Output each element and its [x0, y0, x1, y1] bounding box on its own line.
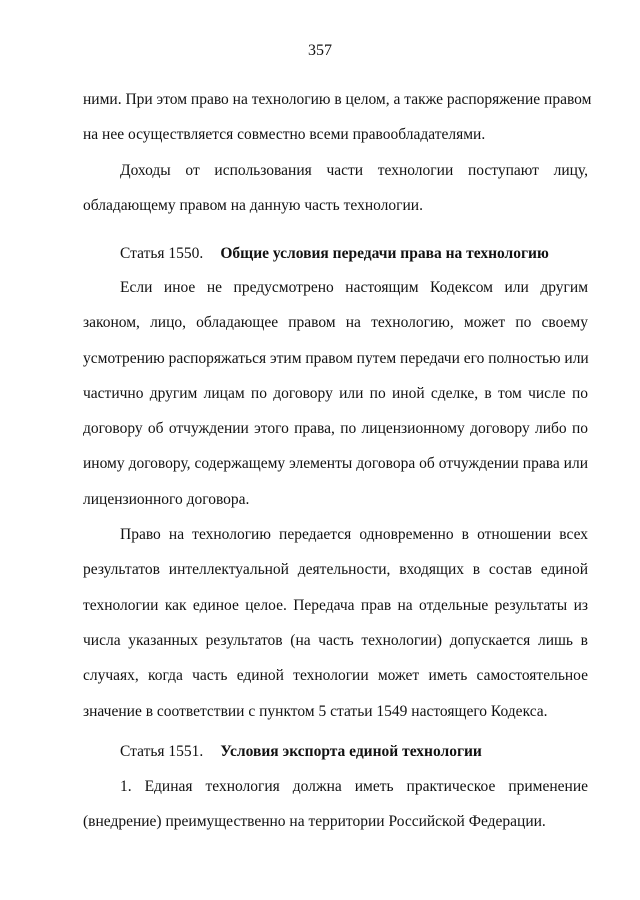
- text-block-2: [83, 270, 588, 729]
- text-line: Если иное не предусмотрено настоящим Кодексом или другим: [120, 279, 588, 296]
- text-line: договору об отчуждении этого права, по лицензионному договору либо по: [83, 420, 588, 438]
- text-line: частично другим лицам по договору или по иной сделке, в том числе по: [83, 384, 588, 402]
- text-line: технологии как единое целое. Передача прав на отдельные результаты из: [83, 596, 588, 614]
- text-line: обладающему правом на данную часть технологии.: [83, 196, 423, 214]
- article-number: Статья 1550.: [120, 245, 204, 262]
- text-line: 1. Единая технология должна иметь практическое применение: [120, 778, 588, 795]
- article-title: Условия экспорта единой технологии: [220, 743, 482, 760]
- text-line: числа указанных результатов (на часть технологии) допускается лишь в: [83, 631, 588, 649]
- article-number: Статья 1551.: [120, 743, 204, 760]
- text-block-3: [83, 769, 588, 840]
- article-heading-1551: [120, 743, 600, 761]
- text-line: ними. При этом право на технологию в целом, а также распоряжение правом: [83, 91, 592, 108]
- text-block-1: [83, 82, 592, 223]
- text-line: Право на технологию передается одновременно в отношении всех: [120, 526, 588, 544]
- article-heading-1550: [120, 245, 600, 263]
- text-line: иному договору, содержащему элементы договора об отчуждении права или: [83, 455, 588, 473]
- text-line: лицензионного договора.: [83, 490, 250, 508]
- text-line: Доходы от использования части технологии поступают лицу,: [120, 161, 588, 179]
- text-line: (внедрение) преимущественно на территории Российской Федерации.: [83, 813, 546, 831]
- text-line: результатов интеллектуальной деятельности, входящих в состав единой: [83, 561, 588, 579]
- page-number: 357: [308, 42, 332, 59]
- text-line: значение в соответствии с пунктом 5 статьи 1549 настоящего Кодекса.: [83, 702, 548, 720]
- text-line: усмотрению распоряжаться этим правом путем передачи его полностью или: [83, 349, 589, 367]
- text-line: на нее осуществляется совместно всеми правообладателями.: [83, 126, 486, 144]
- text-line: законом, лицо, обладающее правом на технологию, может по своему: [83, 314, 588, 332]
- article-title: Общие условия передачи права на технологию: [220, 245, 549, 262]
- text-line: случаях, когда часть единой технологии может иметь самостоятельное: [83, 667, 588, 685]
